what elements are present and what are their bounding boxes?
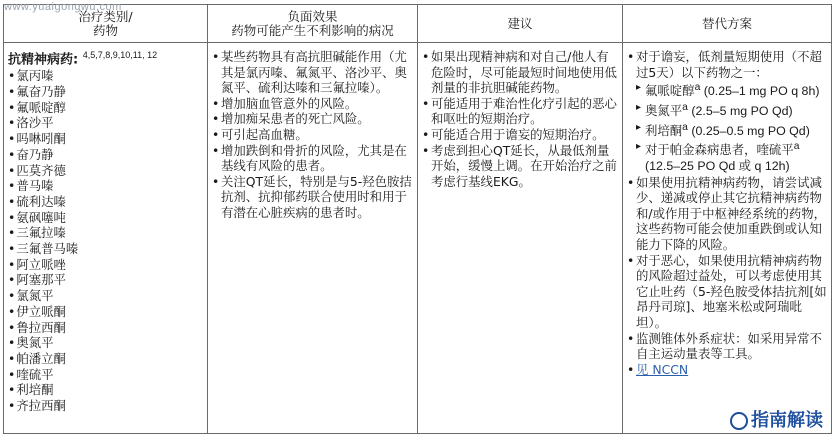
alternatives-link-list	[623, 362, 831, 378]
drug-item: • 三氟拉嗪	[8, 225, 207, 241]
drug-item: • 奥氮平	[8, 335, 207, 351]
alternatives-link-item	[627, 362, 827, 378]
header-adverse-effects	[208, 5, 418, 43]
drug-item: • 阿塞那平	[8, 272, 207, 288]
drug-item: • 利培酮	[8, 382, 207, 398]
alternative-item: • 对于恶心，如果使用抗精神病药物的风险超过益处，可以考虑使用其它止吐药（5-羟色胺受体拮抗剂[如昂丹司琼]、地塞米松或阿瑞吡坦）。	[627, 253, 827, 331]
recommendation-item: • 可能适合用于谵妄的短期治疗。	[422, 127, 618, 143]
alternatives-intro-text: 对于谵妄，低剂量短期使用（不超过5天）以下药物之一：	[636, 49, 822, 80]
option-drug: 利培酮	[645, 123, 683, 138]
drug-item: • 奋乃静	[8, 147, 207, 163]
adverse-effect-item: • 某些药物具有高抗胆碱能作用（尤其是氯丙嗪、氟氮平、洛沙平、奥氮平、硫利达嗪和三氟拉嗪）。	[212, 49, 413, 96]
option-drug: 氟哌啶醇	[645, 84, 695, 99]
drug-item: • 吗啉吲酮	[8, 131, 207, 147]
alternatives-options	[636, 80, 827, 174]
option-drug: 奥氮平	[645, 104, 683, 119]
alternatives-items	[623, 175, 831, 362]
drug-item: • 氟哌啶醇	[8, 100, 207, 116]
option-footnote: a	[682, 121, 688, 133]
adverse-effects-list	[208, 43, 417, 221]
option-dose: (0.25–0.5 mg PO Qd)	[687, 123, 810, 138]
watermark-url: www.yuaigongwu.com	[4, 1, 122, 13]
antipsychotics-row	[4, 43, 832, 434]
nccn-link[interactable]: 见 NCCN	[636, 361, 689, 377]
alternatives-intro	[627, 49, 827, 175]
recommendations-cell	[418, 43, 623, 434]
drug-item: • 三氟普马嗪	[8, 241, 207, 257]
option-footnote: a	[793, 141, 800, 153]
drug-item: • 匹莫齐德	[8, 163, 207, 179]
drug-item: • 氟奋乃静	[8, 84, 207, 100]
drug-item: • 伊立哌酮	[8, 304, 207, 320]
recommendations-list	[418, 43, 622, 189]
watermark-logo	[728, 406, 825, 432]
watermark-logo-text: 指南解读	[751, 410, 823, 431]
header-drug-class-line2: 药物	[92, 22, 118, 38]
option-footnote: a	[694, 82, 701, 94]
adverse-effects-cell	[208, 43, 418, 434]
drug-item: • 氯丙嗪	[8, 68, 207, 84]
drug-list	[4, 68, 207, 413]
alternative-item: • 监测锥体外系症状：如采用异常不自主运动量表等工具。	[627, 331, 827, 362]
alternative-item: • 如果使用抗精神病药物，请尝试减少、递减或停止其它抗精神病药物和/或作用于中枢神经系统的药物，这些药物可能会使加重跌倒或认知能力下降的风险。	[627, 175, 827, 253]
drug-item: • 普马嗪	[8, 178, 207, 194]
guideline-table	[3, 4, 832, 434]
alternative-option	[636, 100, 827, 120]
alternative-option	[636, 120, 827, 140]
adverse-effect-item: • 增加脑血管意外的风险。	[212, 96, 413, 112]
drug-class-name: 抗精神病药:	[8, 52, 79, 68]
drug-class-refs: 4,5,7,8,9,10,11, 12	[82, 50, 158, 60]
alternatives-cell	[623, 43, 832, 434]
drug-item: • 阿立哌唑	[8, 257, 207, 273]
alternatives-list	[623, 43, 831, 175]
option-dose: (0.25–1 mg PO q 8h)	[700, 84, 820, 99]
drug-item: • 硫利达嗪	[8, 194, 207, 210]
option-dose: (12.5–25 PO Qd 或 q 12h)	[645, 159, 790, 174]
header-recommendations: 建议	[418, 5, 623, 43]
header-alternatives: 替代方案	[623, 5, 832, 43]
header-drug-class-line1: 治疗类别/	[78, 8, 133, 24]
recommendation-item: • 如果出现精神病和对自己/他人有危险时，尽可能最短时间地使用低剂量的非抗胆碱能药物。	[422, 49, 618, 96]
adverse-effect-item: • 增加跌倒和骨折的风险，尤其是在基线有风险的患者。	[212, 143, 413, 174]
drug-item: • 氯氮平	[8, 288, 207, 304]
adverse-effect-item: • 增加痴呆患者的死亡风险。	[212, 111, 413, 127]
drug-item: • 齐拉西酮	[8, 398, 207, 414]
drug-item: • 洛沙平	[8, 115, 207, 131]
alternative-option	[636, 80, 827, 100]
option-footnote: a	[682, 101, 688, 113]
drug-class-cell	[4, 43, 208, 434]
drug-item: • 鲁拉西酮	[8, 320, 207, 336]
header-adverse-line1: 负面效果	[287, 8, 338, 24]
adverse-effect-item: • 可引起高血糖。	[212, 127, 413, 143]
drug-item: • 氨砜噻吨	[8, 210, 207, 226]
adverse-effect-item: • 关注QT延长，特别是与5-羟色胺拮抗剂、抗抑郁药联合使用时和用于有潜在心脏疾病的患者时。	[212, 174, 413, 221]
option-drug: 对于帕金森病患者，喹硫平	[645, 143, 794, 158]
logo-circle-icon	[730, 412, 748, 430]
option-dose: (2.5–5 mg PO Qd)	[687, 104, 793, 119]
alternative-option	[636, 139, 827, 174]
drug-item: • 帕潘立酮	[8, 351, 207, 367]
header-row	[4, 5, 832, 43]
drug-class-title	[4, 43, 207, 68]
recommendation-item: • 考虑到担心QT延长，从最低剂量开始，缓慢上调。在开始治疗之前考虑行基线EKG。	[422, 143, 618, 190]
drug-item: • 喹硫平	[8, 367, 207, 383]
recommendation-item: • 可能适用于难治性化疗引起的恶心和呕吐的短期治疗。	[422, 96, 618, 127]
header-adverse-line2: 药物可能产生不利影响的病况	[231, 22, 394, 38]
